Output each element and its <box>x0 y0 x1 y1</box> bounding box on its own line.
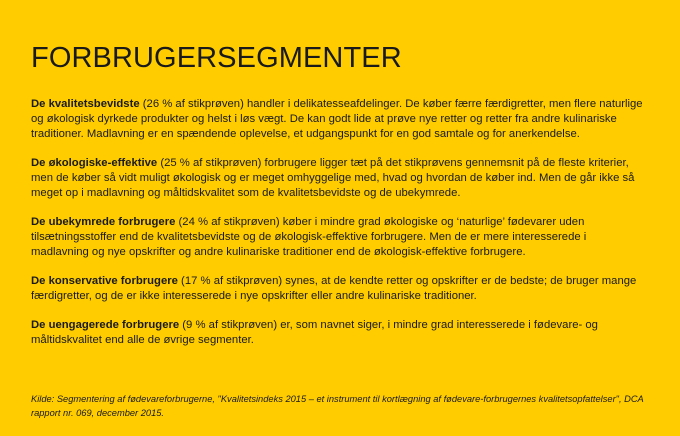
segment-name: De konservative forbrugere <box>31 275 178 287</box>
segment-paragraph-organic-effective <box>31 156 646 201</box>
segment-description: (9 % af stikprøven) er, som navnet siger, i mindre grad interesserede i fødevare- og måltidskvalitet end alle de øvrige segmenter. <box>31 319 598 346</box>
segment-name: De økologiske-effektive <box>31 157 158 169</box>
segment-paragraph-conservative <box>31 274 646 304</box>
segment-name: De uengagerede forbrugere <box>31 319 180 331</box>
segment-list <box>31 97 646 362</box>
segment-description: (24 % af stikprøven) køber i mindre grad økologiske og ‘naturlige’ fødevarer uden tilsætningsstoffer end de kvalitetsbevidste og de økologisk-effektive forbrugere. Men de er mere interesserede i madlavning og nye opskrifter og andre kulinariske traditioner end de økologisk-effektive forbrugere. <box>31 216 587 258</box>
segment-name: De kvalitetsbevidste <box>31 98 140 110</box>
segment-name: De ubekymrede forbrugere <box>31 216 176 228</box>
segment-paragraph-carefree <box>31 215 646 260</box>
source-note: Kilde: Segmentering af fødevareforbrugerne, "Kvalitetsindeks 2015 – et instrument til kortlægning af fødevare-forbrugernes kvalitetsopfattelser", DCA rapport nr. 069, december 2015. <box>31 394 644 418</box>
segment-paragraph-uninvolved <box>31 318 646 348</box>
page-title: FORBRUGERSEGMENTER <box>31 42 402 74</box>
segment-description: (25 % af stikprøven) forbrugere ligger tæt på det stikprøvens gennemsnit på de fleste kriterier, men de køber så vidt muligt økologisk og er meget omhyggelige med, hvad og hvordan de køber ind. Men de går ikke så meget op i madlavning og måltidskvalitet som de kvalitetsbevidste og de ubekymrede. <box>31 157 635 199</box>
segment-paragraph-quality-conscious <box>31 97 646 142</box>
segment-description: (26 % af stikprøven) handler i delikatesseafdelinger. De køber færre færdigretter, men flere naturlige og økologisk dyrkede produkter og helst i løs vægt. De kan godt lide at prøve nye retter og retter fra andre kulinariske traditioner. Madlavning er en spændende oplevelse, et udgangspunkt for en god samtale og for anerkendelse. <box>31 98 643 140</box>
segment-description: (17 % af stikprøven) synes, at de kendte retter og opskrifter er de bedste; de bruger mange færdigretter, og de er ikke interesserede i nye opskrifter eller andre kulinariske traditioner. <box>31 275 637 302</box>
